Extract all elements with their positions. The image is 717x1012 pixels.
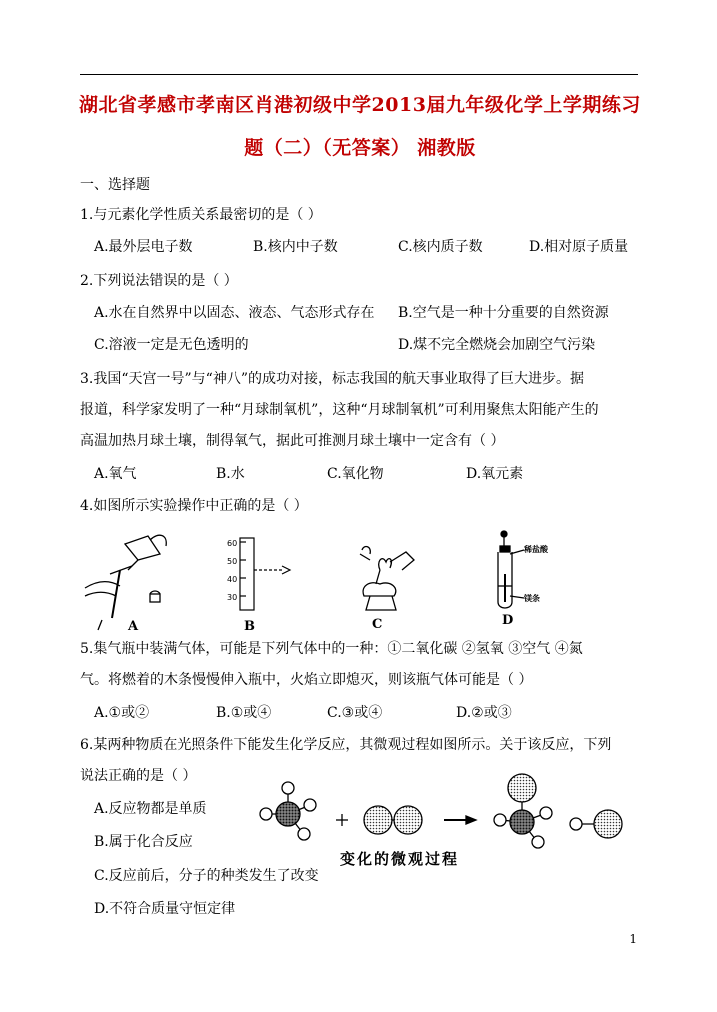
q2-option-c: C.溶液一定是无色透明的 [94,337,249,353]
annotation-magnesium-strip: 镁条 [524,594,540,603]
document-title-line1: 湖北省孝感市孝南区肖港初级中学2013届九年级化学上学期练习 [79,94,641,116]
q1-option-b: B.核内中子数 [253,239,338,255]
q6-option-b: B.属于化合反应 [94,834,193,850]
q3-option-b: B.水 [216,466,245,482]
q1-option-d: D.相对原子质量 [529,239,629,255]
scale-tick-40: 40 [227,575,238,584]
q2-option-b: B.空气是一种十分重要的自然资源 [398,305,609,321]
q1-option-a: A.最外层电子数 [94,239,193,255]
scale-tick-30: 30 [227,593,238,602]
q6-option-a: A.反应物都是单质 [94,801,207,817]
reaction-diagram-caption: 变化的微观过程 [340,850,460,868]
scale-tick-60: 60 [227,539,238,548]
page-number: 1 [629,932,637,946]
figure-a-pouring-illustration [80,530,190,634]
annotation-acid: 稀盐酸 [524,545,548,554]
figure-c-lamp-illustration [350,540,430,630]
q6-option-d: D.不符合质量守恒定律 [94,901,236,917]
q5-option-c: C.③或④ [327,705,383,721]
q2-option-a: A.水在自然界中以固态、液态、气态形式存在 [94,305,375,321]
figure-d-test-tube-illustration [480,528,580,630]
question-1-stem: 1.与元素化学性质关系最密切的是（ ） [80,207,322,223]
question-3-stem-line2: 报道，科学家发明了一种“月球制氧机”，这种“月球制氧机”可利用聚焦太阳能产生的 [80,402,599,418]
document-title-line2: 题（二）（无答案） 湘教版 [244,137,476,159]
reaction-microscopic-diagram [258,776,638,872]
question-4-stem: 4.如图所示实验操作中正确的是（ ） [80,498,308,514]
question-6-stem-line1: 6.某两种物质在光照条件下能发生化学反应，其微观过程如图所示。关于该反应，下列 [80,737,612,753]
question-6-stem-line2: 说法正确的是（ ） [80,768,197,784]
question-2-stem: 2.下列说法错误的是（ ） [80,273,238,289]
q5-option-d: D.②或③ [456,705,512,721]
q3-option-d: D.氧元素 [466,466,524,482]
q2-option-d: D.煤不完全燃烧会加剧空气污染 [398,337,596,353]
question-3-stem-line3: 高温加热月球土壤，制得氧气，据此可推测月球土壤中一定含有（ ） [80,433,505,449]
question-5-stem-line2: 气。将燃着的木条慢慢伸入瓶中，火焰立即熄灭，则该瓶气体可能是（ ） [80,672,533,688]
q3-option-a: A.氧气 [94,466,137,482]
figure-c-label: C [372,617,383,632]
q3-option-c: C.氧化物 [327,466,384,482]
figure-b-label: B [244,619,255,634]
q1-option-c: C.核内质子数 [398,239,483,255]
figure-b-cylinder-illustration [226,530,306,634]
section-heading: 一、选择题 [80,177,150,193]
question-3-stem-line1: 3.我国“天宫一号”与“神八”的成功对接，标志我国的航天事业取得了巨大进步。据 [80,371,584,387]
question-5-stem-line1: 5.集气瓶中装满气体，可能是下列气体中的一种：①二氧化碳 ②氢氧 ③空气 ④氮 [80,641,583,657]
q5-option-a: A.①或② [94,705,150,721]
header-rule [80,74,638,75]
q5-option-b: B.①或④ [216,705,272,721]
q6-option-c: C.反应前后，分子的种类发生了改变 [94,868,319,884]
scale-tick-50: 50 [227,557,238,566]
figure-d-label: D [502,613,514,628]
figure-a-label: A [128,619,139,634]
